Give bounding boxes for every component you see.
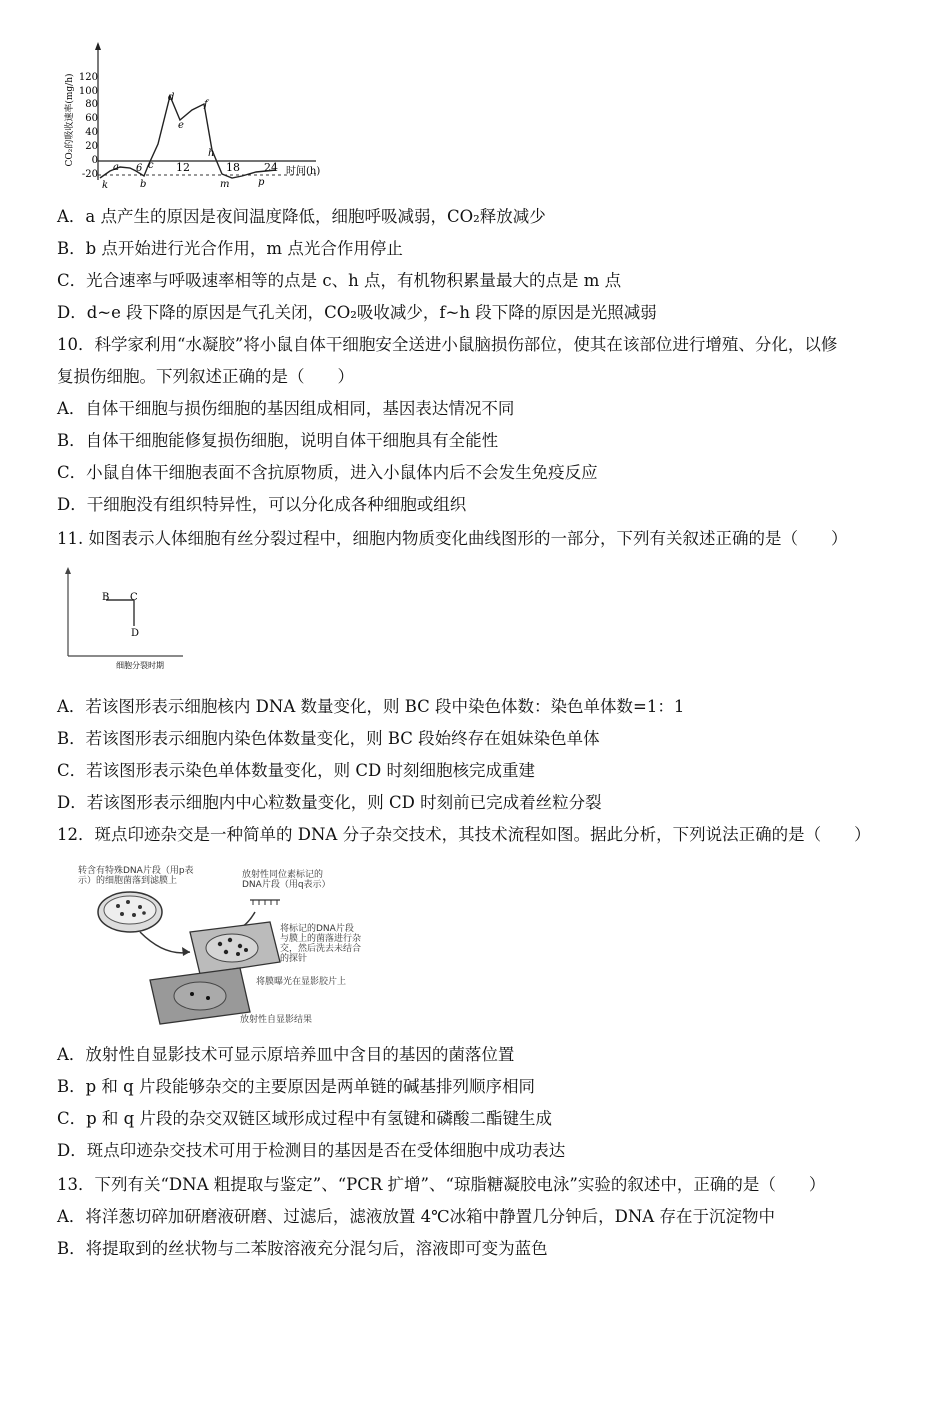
point-label-p: p [258, 177, 265, 188]
fig-label-2: 放射性同位素标记的DNA片段（用q表示） [242, 870, 331, 890]
q11-stem: 11. 如图表示人体细胞有丝分裂过程中，细胞内物质变化曲线图形的一部分，下列有关叙述正确的是（ ） [57, 529, 848, 548]
q13-option-b: B．将提取到的丝状物与二苯胺溶液充分混匀后，溶液即可变为蓝色 [57, 1239, 548, 1258]
dot-blot-figure [70, 862, 370, 1030]
q10-stem-line1: 10．科学家利用“水凝胶”将小鼠自体干细胞安全送进小鼠脑损伤部位，使其在该部位进行增殖、分化，以修 [57, 335, 838, 354]
y-tick: -20 [81, 169, 98, 180]
point-label-f: f [204, 99, 208, 110]
fig-label-5: 放射性自显影结果 [240, 1015, 313, 1025]
y-tick-labels [79, 72, 98, 180]
point-label-e: e [178, 120, 184, 131]
cell-division-graph [58, 566, 188, 674]
chart-ylabel: CO₂的吸收速率(mg/h) [65, 73, 75, 167]
q9-option-c: C．光合速率与呼吸速率相等的点是 c、h 点，有机物积累量最大的点是 m 点 [57, 271, 622, 290]
q11-option-d: D．若该图形表示细胞内中心粒数量变化，则 CD 时刻前已完成着丝粒分裂 [57, 793, 602, 812]
q10-stem-line2: 复损伤细胞。下列叙述正确的是（ ） [57, 367, 354, 386]
point-label-d: d [168, 92, 175, 103]
y-tick: 20 [85, 141, 98, 152]
y-tick: 40 [85, 127, 98, 138]
y-tick: 80 [85, 99, 98, 110]
q11-option-a: A．若该图形表示细胞核内 DNA 数量变化，则 BC 段中染色体数：染色单体数=1：1 [57, 697, 685, 716]
q10-option-c: C．小鼠自体干细胞表面不含抗原物质，进入小鼠体内后不会发生免疫反应 [57, 463, 598, 482]
q9-option-a: A．a 点产生的原因是夜间温度降低，细胞呼吸减弱，CO₂释放减少 [57, 207, 546, 226]
x-tick: 24 [264, 161, 278, 174]
q9-option-d: D．d~e 段下降的原因是气孔关闭，CO₂吸收减少，f~h 段下降的原因是光照减弱 [57, 303, 657, 322]
q10-option-a: A．自体干细胞与损伤细胞的基因组成相同，基因表达情况不同 [57, 399, 515, 418]
chart-xlabel: 时间(h) [286, 166, 321, 177]
q12-option-a: A．放射性自显影技术可显示原培养皿中含目的基因的菌落位置 [57, 1045, 515, 1064]
point-label-m: m [220, 179, 230, 190]
y-tick: 100 [78, 86, 98, 97]
fig-label-4: 将膜曝光在显影胶片上 [256, 977, 347, 987]
fig-label-1: 转含有特殊DNA片段（用p表示）的细胞菌落到滤膜上 [78, 866, 194, 886]
q11-option-c: C．若该图形表示染色单体数量变化，则 CD 时刻细胞核完成重建 [57, 761, 535, 780]
q11-option-b: B．若该图形表示细胞内染色体数量变化，则 BC 段始终存在姐妹染色单体 [57, 729, 600, 748]
q12-option-d: D．斑点印迹杂交技术可用于检测目的基因是否在受体细胞中成功表达 [57, 1141, 566, 1160]
q13-stem: 13．下列有关“DNA 粗提取与鉴定”、“PCR 扩增”、“琼脂糖凝胶电泳”实验的叙述中，正确的是（ ） [57, 1175, 826, 1194]
q10-option-b: B．自体干细胞能修复损伤细胞，说明自体干细胞具有全能性 [57, 431, 499, 450]
point-label-a: a [113, 162, 119, 173]
x-tick: 6 [136, 163, 143, 174]
co2-absorption-chart [58, 40, 348, 190]
x-tick: 18 [226, 161, 240, 174]
point-b: B [102, 592, 110, 603]
point-label-b: b [140, 179, 147, 190]
q10-option-d: D．干细胞没有组织特异性，可以分化成各种细胞或组织 [57, 495, 467, 514]
y-tick: 0 [91, 155, 98, 166]
fig-label-3: 将标记的DNA片段与膜上的菌落进行杂交，然后洗去未结合的探针 [280, 924, 362, 964]
y-tick: 60 [85, 113, 98, 124]
x-tick: 12 [176, 161, 190, 174]
point-label-k: k [102, 180, 109, 190]
q9-option-b: B．b 点开始进行光合作用，m 点光合作用停止 [57, 239, 403, 258]
graph-xlabel: 细胞分裂时期 [116, 661, 164, 670]
point-label-c: c [148, 160, 154, 171]
q12-stem: 12．斑点印迹杂交是一种简单的 DNA 分子杂交技术，其技术流程如图。据此分析，下列说法正确的是（ ） [57, 825, 871, 844]
point-label-h: h [208, 148, 215, 159]
q13-option-a: A．将洋葱切碎加研磨液研磨、过滤后，滤液放置 4℃冰箱中静置几分钟后，DNA 存在于沉淀物中 [57, 1207, 775, 1226]
point-c: C [130, 592, 138, 603]
q12-option-b: B．p 和 q 片段能够杂交的主要原因是两单链的碱基排列顺序相同 [57, 1077, 535, 1096]
y-tick: 120 [78, 72, 98, 83]
q12-option-c: C．p 和 q 片段的杂交双链区域形成过程中有氢键和磷酸二酯键生成 [57, 1109, 552, 1128]
point-d: D [131, 628, 140, 639]
